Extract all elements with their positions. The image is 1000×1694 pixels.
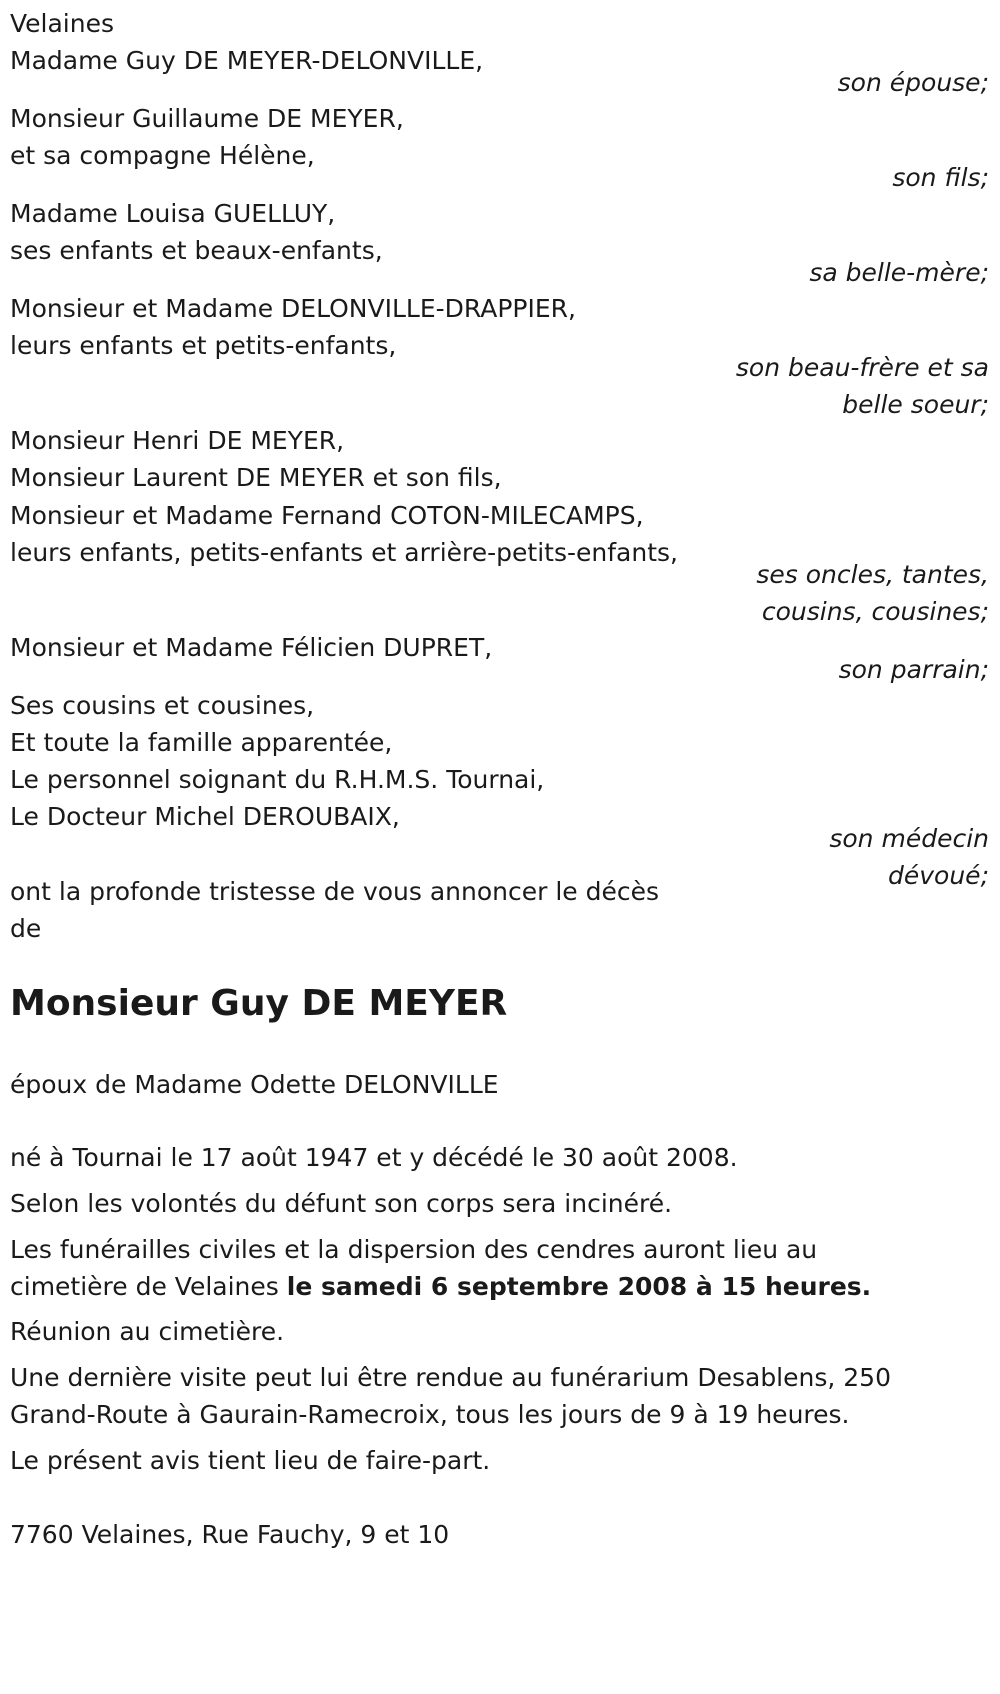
funeral-line xyxy=(10,1267,871,1307)
family-line: Madame Louisa GUELLUY, xyxy=(10,199,336,228)
family-line: ses enfants et beaux-enfants, xyxy=(10,236,383,265)
family-line: Le personnel soignant du R.H.M.S. Tournai, xyxy=(10,765,545,794)
visit-line: Grand-Route à Gaurain-Ramecroix, tous les jours de 9 à 19 heures. xyxy=(10,1400,850,1429)
notice-line: Le présent avis tient lieu de faire-part. xyxy=(10,1446,491,1475)
funeral-line: Les funérailles civiles et la dispersion des cendres auront lieu au xyxy=(10,1235,818,1264)
place-heading: Velaines xyxy=(10,9,115,38)
deceased-name: Monsieur Guy DE MEYER xyxy=(10,983,508,1024)
relation-label: son médecin xyxy=(829,824,989,853)
family-line: Monsieur Laurent DE MEYER et son fils, xyxy=(10,463,502,492)
funeral-place-text: cimetière de Velaines xyxy=(10,1272,287,1301)
spouse-line: époux de Madame Odette DELONVILLE xyxy=(10,1070,499,1099)
relation-label: son fils; xyxy=(892,163,989,192)
wishes-line: Selon les volontés du défunt son corps sera incinéré. xyxy=(10,1189,673,1218)
birth-death-line: né à Tournai le 17 août 1947 et y décédé le 30 août 2008. xyxy=(10,1143,738,1172)
family-line: leurs enfants, petits-enfants et arrière-petits-enfants, xyxy=(10,538,678,567)
funeral-datetime: le samedi 6 septembre 2008 à 15 heures. xyxy=(286,1272,872,1301)
relation-label: ses oncles, tantes, xyxy=(756,560,989,589)
family-line: leurs enfants et petits-enfants, xyxy=(10,331,397,360)
family-line: Monsieur Henri DE MEYER, xyxy=(10,426,345,455)
relation-label: son beau-frère et sa xyxy=(735,353,989,382)
address-line: 7760 Velaines, Rue Fauchy, 9 et 10 xyxy=(10,1520,450,1549)
family-line: Et toute la famille apparentée, xyxy=(10,728,393,757)
relation-label: dévoué; xyxy=(888,861,989,890)
relation-label: son épouse; xyxy=(837,68,989,97)
family-line: Le Docteur Michel DEROUBAIX, xyxy=(10,802,400,831)
relation-label: cousins, cousines; xyxy=(761,597,989,626)
relation-label: sa belle-mère; xyxy=(809,258,989,287)
announcement-line: de xyxy=(10,914,42,943)
family-line: Monsieur et Madame DELONVILLE-DRAPPIER, xyxy=(10,294,576,323)
family-line: Ses cousins et cousines, xyxy=(10,691,315,720)
family-line: Monsieur et Madame Fernand COTON-MILECAMPS, xyxy=(10,501,644,530)
family-line: Monsieur et Madame Félicien DUPRET, xyxy=(10,633,493,662)
family-line: Madame Guy DE MEYER-DELONVILLE, xyxy=(10,46,484,75)
family-line: et sa compagne Hélène, xyxy=(10,141,315,170)
meeting-line: Réunion au cimetière. xyxy=(10,1317,285,1346)
announcement-line: ont la profonde tristesse de vous annoncer le décès xyxy=(10,877,660,906)
relation-label: belle soeur; xyxy=(842,390,989,419)
family-line: Monsieur Guillaume DE MEYER, xyxy=(10,104,404,133)
relation-label: son parrain; xyxy=(838,655,989,684)
visit-line: Une dernière visite peut lui être rendue au funérarium Desablens, 250 xyxy=(10,1363,891,1392)
